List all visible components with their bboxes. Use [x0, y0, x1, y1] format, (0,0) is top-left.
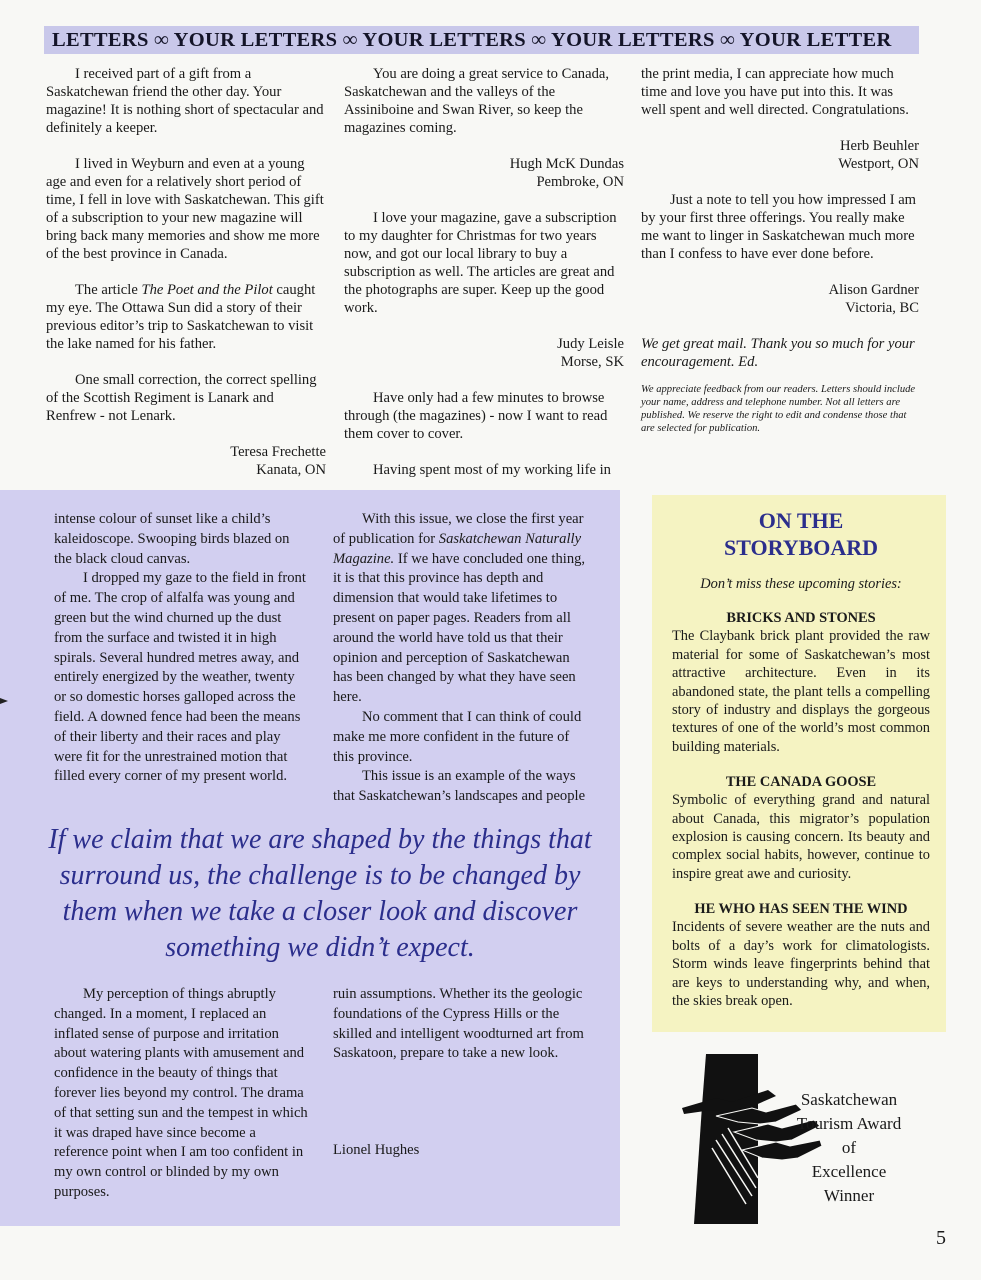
award-line: of: [841, 1138, 857, 1157]
award-line: Excellence: [811, 1162, 887, 1181]
letters-banner: [44, 26, 919, 54]
award-line: Winner: [823, 1186, 875, 1205]
story-body: Incidents of severe weather are the nuts and bolts of a day’s work for climatologists. Storm winds leave fingerprints behind that are keys to understanding why, and when, the skies break open.: [672, 919, 930, 1009]
signature-name: Judy Leisle: [557, 336, 624, 352]
letters-column-1: [46, 65, 326, 479]
storyboard-title-line2: STORYBOARD: [723, 535, 879, 560]
signature-name: Teresa Frechette: [230, 444, 326, 460]
story-heading: HE WHO HAS SEEN THE WIND: [694, 901, 908, 918]
pull-quote: If we claim that we are shaped by the things that surround us, the challenge is to be changed by them when we take a closer look and discover something we didn’t expect.: [48, 824, 592, 963]
editorial-paragraph: intense colour of sunset like a child’s kaleidoscope. Swooping birds blazed on the black cloud canvas.: [54, 511, 290, 567]
letter-paragraph: The article The Poet and the Pilot caught my eye. The Ottawa Sun did a story of their previous editor’s trip to Saskatchewan to visit the lake named for his father.: [46, 282, 316, 352]
letters-policy: We appreciate feedback from our readers. Letters should include your name, address and telephone number. Not all letters are published. We reserve the right to edit and condense those that are selected for publication.: [641, 384, 916, 434]
storyboard-subtitle: Don’t miss these upcoming stories:: [700, 576, 902, 592]
editorial-paragraph: This issue is an example of the ways that Saskatchewan’s landscapes and people: [333, 768, 586, 805]
editorial-right-bottom: [333, 985, 591, 1158]
award-text: [784, 1088, 914, 1208]
letter-paragraph: Have only had a few minutes to browse through (the magazines) - now I want to read them cover to cover.: [344, 390, 608, 442]
signature-place: Victoria, BC: [845, 300, 919, 316]
letter-paragraph: Just a note to tell you how impressed I am by your first three offerings. You really make me want to linger in Saskatchewan much more than I confess to have ever done before.: [641, 192, 917, 262]
story-item: [672, 609, 930, 756]
letter-paragraph: I received part of a gift from a Saskatchewan friend the other day. Your magazine! It is nothing short of spectacular and definitely a keeper.: [46, 66, 324, 136]
storyboard-title-line1: ON THE: [758, 508, 844, 533]
article-title: The Poet and the Pilot: [141, 282, 273, 298]
signature-place: Westport, ON: [838, 156, 919, 172]
signature-place: Kanata, ON: [256, 462, 326, 478]
letters-column-2: [344, 65, 624, 479]
letter-paragraph: I lived in Weyburn and even at a young age and even for a relatively short period of time, I fell in love with Saskatchewan. This gift of a subscription to your new magazine will bring back many memories and show me more of the best province in Canada.: [46, 156, 324, 262]
story-body: The Claybank brick plant provided the raw material for some of Saskatchewan’s most attractive architecture. Even in its abandoned state, the plant tells a compelling story of industry and displays the gorgeous textures of one of the world’s most common building materials.: [672, 628, 930, 755]
letter-paragraph: the print media, I can appreciate how much time and love you have put into this. It was well spent and well directed. Congratulations.: [641, 66, 909, 118]
editorial-signature: Lionel Hughes: [333, 1142, 420, 1158]
signature-name: Hugh McK Dundas: [509, 156, 624, 172]
page-number: 5: [936, 1227, 946, 1249]
signature-place: Pembroke, ON: [536, 174, 624, 190]
editorial-left-bottom: [54, 985, 312, 1203]
editorial-paragraph: ruin assumptions. Whether its the geologic foundations of the Cypress Hills or the skilled and intelligent woodturned art from Saskatoon, prepare to take a new look.: [333, 986, 584, 1062]
storyboard-box: [652, 495, 946, 1032]
story-heading: BRICKS AND STONES: [726, 610, 876, 627]
letters-column-3: [641, 65, 919, 435]
editorial-paragraph: I dropped my gaze to the field in front of me. The crop of alfalfa was young and green but the wind churned up the dust from the surface and twisted it in high spirals. Several hundred metres away, and entirely energized by the weather, twenty or so domestic horses galloped across the field. A downed fence had been the means of their liberty and their races and play were fit for the unrestrained motion that filled every corner of my present world.: [54, 570, 306, 785]
letter-paragraph: I love your magazine, gave a subscription to my daughter for Christmas for two years now, and got our local library to buy a subscription as well. The articles are great and the photographs are super. Keep up the good work.: [344, 210, 617, 316]
magazine-title: Saskatchewan Naturally Magazine.: [333, 530, 582, 567]
story-heading: THE CANADA GOOSE: [725, 774, 877, 791]
letter-paragraph: Having spent most of my working life in: [373, 462, 611, 478]
letter-paragraph: One small correction, the correct spelling of the Scottish Regiment is Lanark and Renfrew - not Lenark.: [46, 372, 317, 424]
award-line: Saskatchewan: [800, 1090, 898, 1109]
story-item: [672, 900, 930, 1010]
editorial-paragraph: With this issue, we close the first year of publication for Saskatchewan Naturally Magazine. If we have concluded one thing, it is that this province has depth and dimension that would take lifetimes to present on paper pages. Readers from all around the world have told us that their opinion and perception of Saskatchewan has been changed by what they have seen here.: [333, 511, 586, 706]
editorial-left-top: [54, 510, 310, 787]
margin-arrow-icon: [0, 697, 8, 705]
editorial-right-top: [333, 510, 591, 807]
editorial-paragraph: No comment that I can think of could make me more confident in the future of this province.: [333, 708, 582, 765]
signature-name: Alison Gardner: [828, 282, 919, 298]
banner-text: LETTERS ∞ YOUR LETTERS ∞ YOUR LETTERS ∞ YOUR LETTERS ∞ YOUR LETTER: [52, 29, 892, 51]
editor-note: We get great mail. Thank you so much for your encouragement. Ed.: [641, 336, 915, 370]
editorial-paragraph: My perception of things abruptly changed. In a moment, I replaced an inflated sense of purpose and irritation about watering plants with amusement and confidence in the beauty of things that forever lies beyond my control. The drama of that setting sun and the tempest in which it was draped have since become a reference point when I am too confident in my own control or blinded by my own purposes.: [54, 986, 308, 1200]
award-line: Tourism Award: [796, 1114, 902, 1133]
signature-place: Morse, SK: [560, 354, 624, 370]
story-item: [672, 773, 930, 883]
story-body: Symbolic of everything grand and natural about Canada, this migrator’s population explosion is causing concern. Its beauty and complex social habits, however, continue to inspire great awe and curiosity.: [672, 792, 930, 882]
letter-paragraph: You are doing a great service to Canada, Saskatchewan and the valleys of the Assiniboine and Swan River, so keep the magazines coming.: [344, 66, 609, 136]
signature-name: Herb Beuhler: [839, 138, 919, 154]
